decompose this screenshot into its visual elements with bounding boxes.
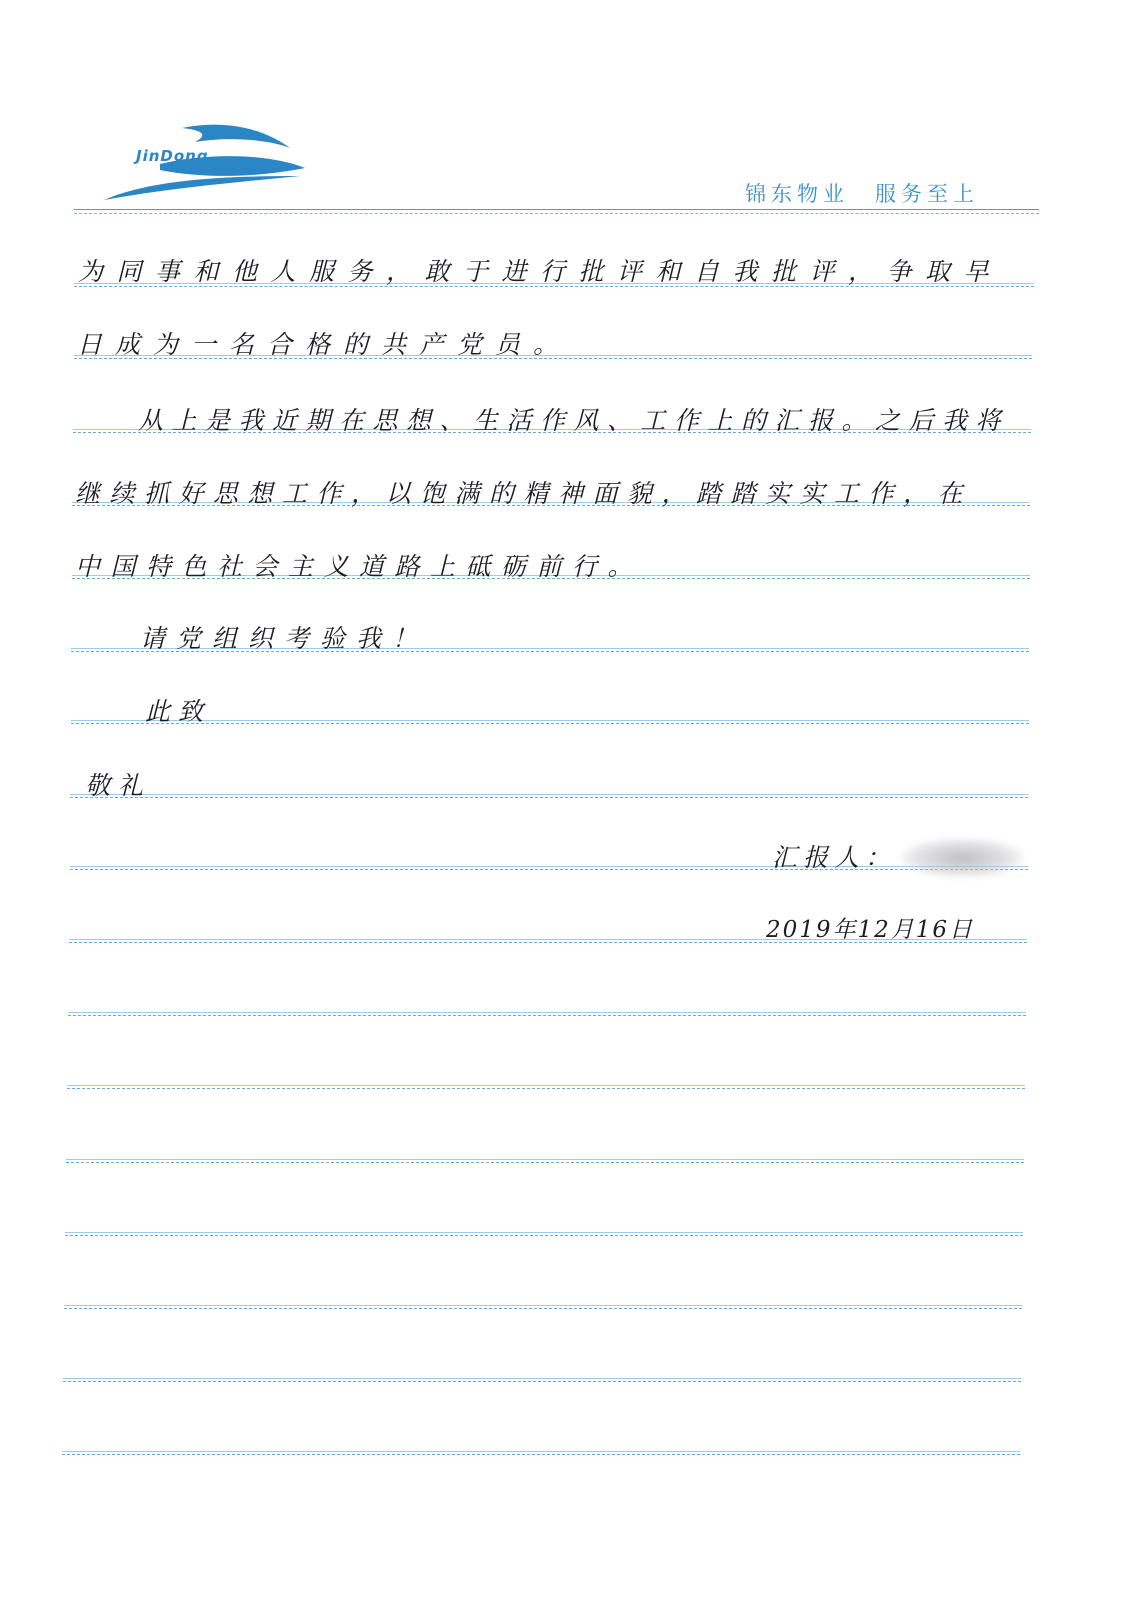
slogan-left: 锦东物业: [745, 182, 849, 206]
redacted-name: [900, 838, 1025, 878]
letter-line: 从上是我近期在思想、生活作风、工作上的汇报。之后我将: [138, 406, 1010, 435]
jindong-logo: [100, 118, 310, 204]
slogan: [745, 178, 1045, 208]
ruled-line: [66, 1162, 1024, 1163]
ruled-line: [62, 1454, 1020, 1455]
ruled-line: [67, 1088, 1025, 1089]
ruled-line: [70, 797, 1028, 798]
report-date: 2019年12月16日: [766, 917, 975, 943]
ruled-line: [63, 1381, 1021, 1382]
letter-line: 继续抓好思想工作，以饱满的精神面貌，踏踏实实工作，在: [75, 479, 973, 508]
header-rule-dashed: [74, 213, 1039, 214]
letter-closing: 此致: [145, 697, 212, 726]
header-rule: [74, 209, 1039, 210]
letter-line: 为同事和他人服务，敢于进行批评和自我批评，争取早: [78, 257, 1003, 286]
letter-salutation: 敬礼: [85, 771, 152, 800]
slogan-right: 服务至上: [875, 182, 979, 206]
letter-line: 请党组织考验我！: [140, 624, 429, 653]
signature-label: 汇报人：: [772, 843, 897, 872]
ruled-line: [68, 1015, 1026, 1016]
letter-line: 日成为一名合格的共产党员。: [77, 330, 572, 359]
ruled-line: [71, 723, 1029, 724]
letter-line: 中国特色社会主义道路上砥砺前行。: [75, 552, 644, 581]
ruled-line: [65, 1235, 1023, 1236]
logo-text: JinDong: [136, 147, 209, 165]
ruled-line: [64, 1308, 1022, 1309]
